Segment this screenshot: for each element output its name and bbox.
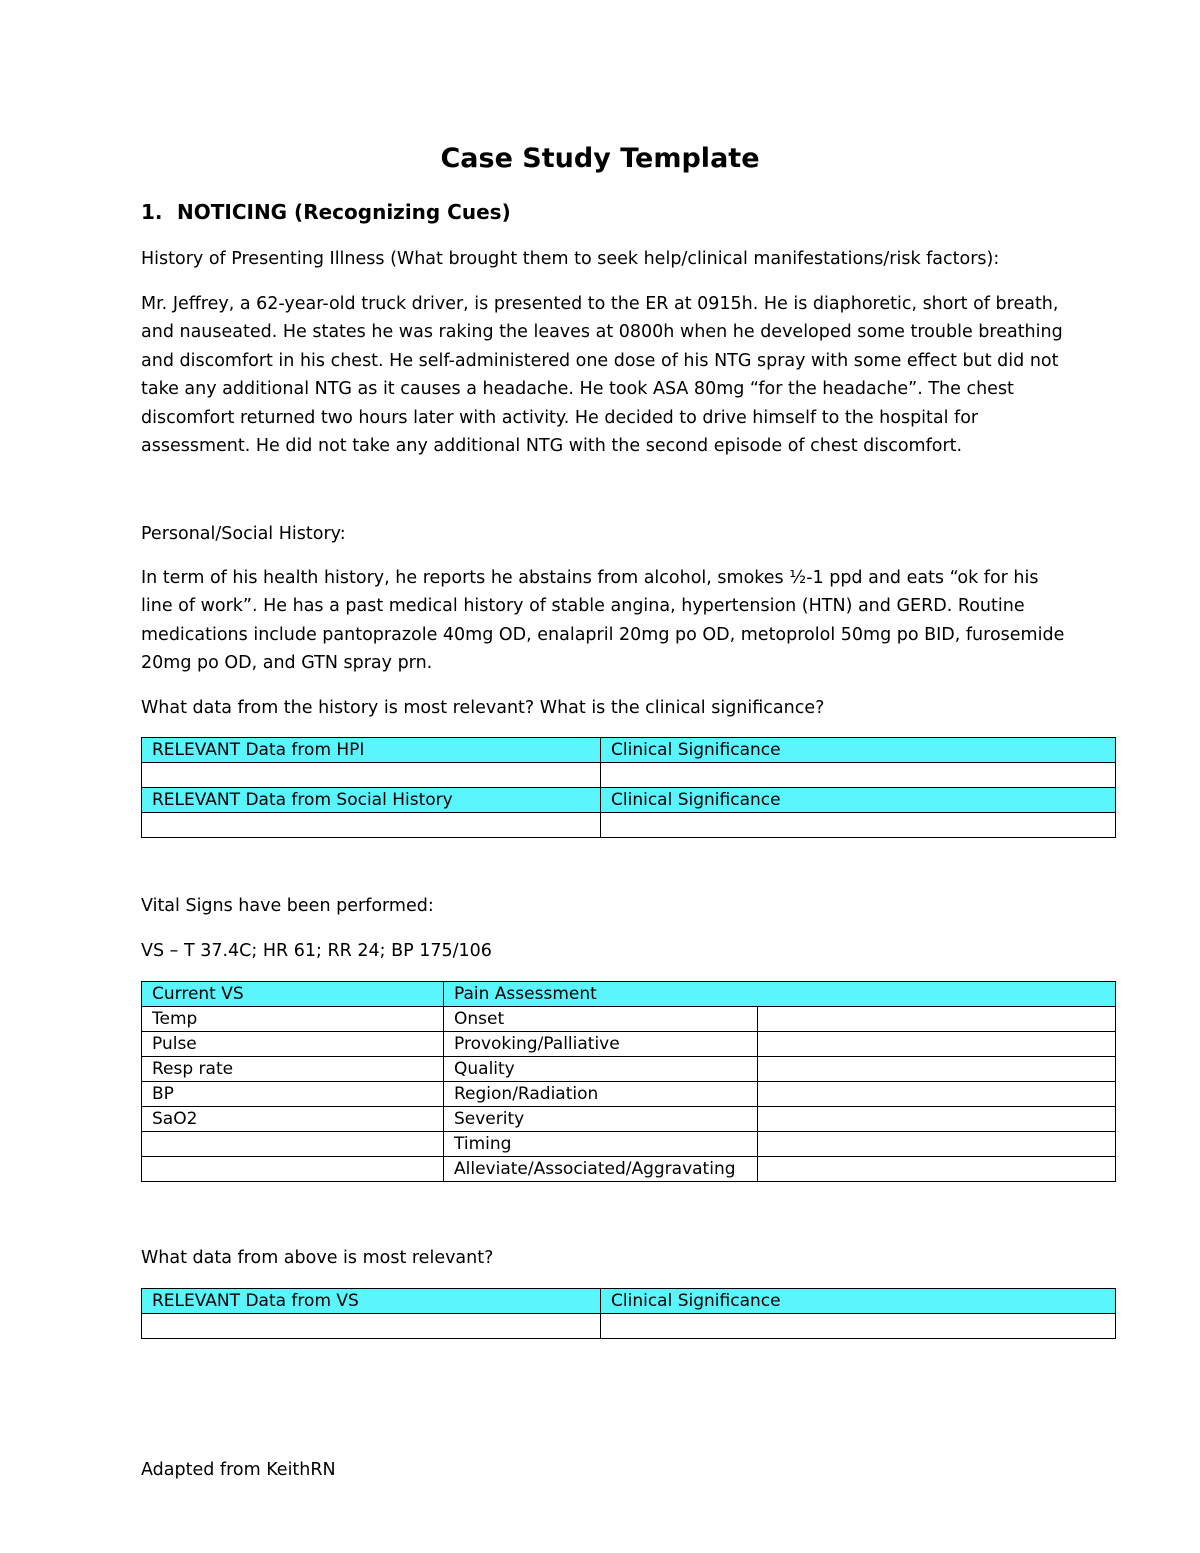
table-row xyxy=(142,1289,1116,1314)
vs-item-blank[interactable] xyxy=(142,1157,444,1182)
table-row xyxy=(142,813,1116,838)
vs-item-blank[interactable] xyxy=(142,1132,444,1157)
pain-item-timing: Timing xyxy=(444,1132,758,1157)
table-row xyxy=(142,1132,1116,1157)
vs-question: What data from above is most relevant? xyxy=(141,1248,494,1268)
vs-significance-header: Clinical Significance xyxy=(601,1289,1116,1314)
page-title: Case Study Template xyxy=(440,143,760,174)
vital-signs-table xyxy=(141,981,1116,1182)
current-vs-header: Current VS xyxy=(142,982,444,1007)
pain-item-provoking: Provoking/Palliative xyxy=(444,1032,758,1057)
pain-item-region: Region/Radiation xyxy=(444,1082,758,1107)
table-row xyxy=(142,1157,1116,1182)
table-row xyxy=(142,1032,1116,1057)
section-number: 1. xyxy=(141,200,163,224)
social-history-paragraph: In term of his health history, he reports he abstains from alcohol, smokes ½-1 ppd and eats “ok for his line of work”. He has a past medical history of stable angina, hypertension (HTN) and GERD. Routine medications include pantoprazole 40mg OD, enalapril 20mg po OD, metoprolol 50mg po BID, furosemide 20mg po OD, and GTN spray prn. xyxy=(141,568,1065,674)
table-row xyxy=(142,1082,1116,1107)
pain-value-cell[interactable] xyxy=(758,1107,1116,1132)
vital-signs-values: VS – T 37.4C; HR 61; RR 24; BP 175/106 xyxy=(141,941,492,961)
pain-item-quality: Quality xyxy=(444,1057,758,1082)
footer: Adapted from KeithRN xyxy=(141,1460,336,1480)
pain-value-cell[interactable] xyxy=(758,1007,1116,1032)
hpi-data-header: RELEVANT Data from HPI xyxy=(142,738,601,763)
section-heading xyxy=(141,200,511,224)
social-significance-cell[interactable] xyxy=(601,813,1116,838)
social-history-label: Personal/Social History: xyxy=(141,524,346,544)
table-row xyxy=(142,1007,1116,1032)
table-row xyxy=(142,1057,1116,1082)
vs-item-resp-rate: Resp rate xyxy=(142,1057,444,1082)
hpi-significance-header: Clinical Significance xyxy=(601,738,1116,763)
vs-significance-cell[interactable] xyxy=(601,1314,1116,1339)
vs-item-pulse: Pulse xyxy=(142,1032,444,1057)
hpi-data-cell[interactable] xyxy=(142,763,601,788)
table-row xyxy=(142,1314,1116,1339)
social-data-cell[interactable] xyxy=(142,813,601,838)
history-question: What data from the history is most relevant? What is the clinical significance? xyxy=(141,698,825,718)
hpi-paragraph: Mr. Jeffrey, a 62-year-old truck driver, is presented to the ER at 0915h. He is diaphoretic, short of breath, and nauseated. He states he was raking the leaves at 0800h when he developed some trouble breathing and discomfort in his chest. He self-administered one dose of his NTG spray with some effect but did not take any additional NTG as it causes a headache. He took ASA 80mg “for the headache”. The chest discomfort returned two hours later with activity. He decided to drive himself to the hospital for assessment. He did not take any additional NTG with the second episode of chest discomfort. xyxy=(141,294,1063,457)
history-relevance-table xyxy=(141,737,1116,838)
vital-signs-label: Vital Signs have been performed: xyxy=(141,896,434,916)
table-row xyxy=(142,763,1116,788)
table-row xyxy=(142,738,1116,763)
section-title: NOTICING (Recognizing Cues) xyxy=(177,200,511,224)
vs-item-bp: BP xyxy=(142,1082,444,1107)
vs-item-temp: Temp xyxy=(142,1007,444,1032)
pain-item-alleviate: Alleviate/Associated/Aggravating xyxy=(444,1157,758,1182)
pain-value-cell[interactable] xyxy=(758,1032,1116,1057)
pain-assessment-header: Pain Assessment xyxy=(444,982,1116,1007)
vs-item-sao2: SaO2 xyxy=(142,1107,444,1132)
pain-value-cell[interactable] xyxy=(758,1132,1116,1157)
social-data-header: RELEVANT Data from Social History xyxy=(142,788,601,813)
hpi-significance-cell[interactable] xyxy=(601,763,1116,788)
table-row xyxy=(142,982,1116,1007)
vs-data-header: RELEVANT Data from VS xyxy=(142,1289,601,1314)
vs-relevance-table xyxy=(141,1288,1116,1339)
pain-item-onset: Onset xyxy=(444,1007,758,1032)
hpi-label: History of Presenting Illness (What brought them to seek help/clinical manifestations/risk factors): xyxy=(141,249,1000,269)
pain-value-cell[interactable] xyxy=(758,1082,1116,1107)
table-row xyxy=(142,788,1116,813)
vs-data-cell[interactable] xyxy=(142,1314,601,1339)
pain-value-cell[interactable] xyxy=(758,1157,1116,1182)
pain-item-severity: Severity xyxy=(444,1107,758,1132)
table-row xyxy=(142,1107,1116,1132)
pain-value-cell[interactable] xyxy=(758,1057,1116,1082)
social-significance-header: Clinical Significance xyxy=(601,788,1116,813)
